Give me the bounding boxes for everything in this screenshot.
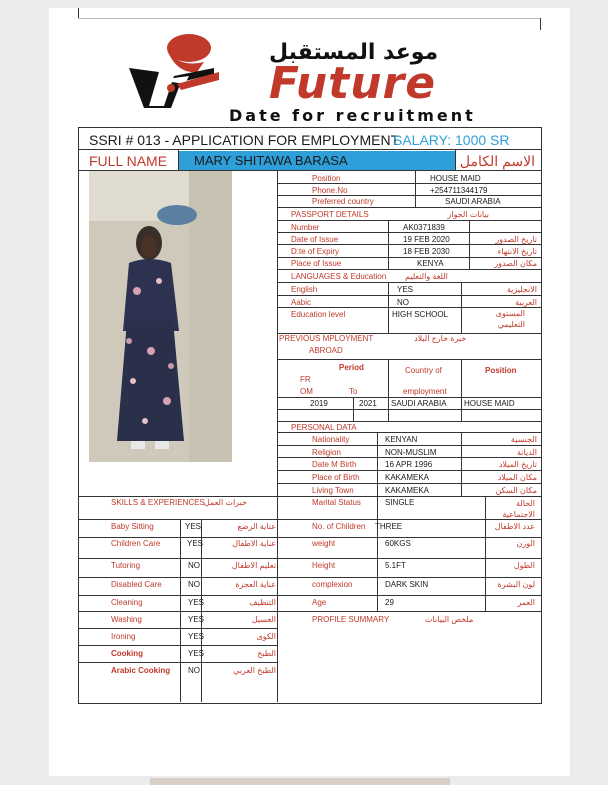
- line-place: [277, 269, 541, 270]
- dob-value: 16 APR 1996: [385, 460, 433, 469]
- skill-value: YES: [188, 649, 205, 658]
- weight-label: weight: [312, 539, 336, 548]
- name-col-line-2: [455, 149, 456, 170]
- height-label: Height: [312, 561, 336, 570]
- exp-col-line-2: [388, 359, 389, 421]
- lower-col-line-1: [377, 496, 378, 611]
- skill-value: YES: [187, 539, 204, 548]
- pob-value: KAKAMEKA: [385, 473, 430, 482]
- skill-label: Baby Sitting: [111, 522, 154, 531]
- living-town-arabic: مكان السكن: [495, 486, 537, 495]
- exp-to-value: 2021: [359, 399, 377, 408]
- line-expiry: [277, 257, 541, 258]
- religion-arabic: الديانة: [516, 448, 537, 457]
- skill-label: Cooking: [111, 649, 143, 658]
- country-employment-label-2: employment: [403, 387, 447, 396]
- skill-value: YES: [185, 522, 202, 531]
- exp-col-line-3: [461, 359, 462, 421]
- line-country: [277, 207, 541, 208]
- passport-number-value: AK0371839: [403, 223, 445, 232]
- education-value: HIGH SCHOOL: [392, 310, 449, 319]
- line-dob: [277, 470, 541, 471]
- skill-label: Arabic Cooking: [111, 666, 171, 675]
- line-languages-heading: [277, 282, 541, 283]
- age-value: 29: [385, 598, 394, 607]
- salary-label: SALARY: 1000 SR: [393, 132, 510, 148]
- arabic-label: Aabic: [291, 298, 312, 307]
- languages-heading-arabic: اللغة والتعليم: [405, 272, 448, 281]
- document-page: [49, 8, 570, 776]
- issue-date-value: 19 FEB 2020: [403, 235, 450, 244]
- nationality-label: Nationality: [312, 435, 350, 444]
- prev-employment-heading: PREVIOUS MPLOYMENT: [279, 334, 374, 343]
- skill-value: YES: [188, 632, 205, 641]
- living-town-label: Living Town: [312, 486, 354, 495]
- languages-heading: LANGUAGES & Education: [291, 272, 387, 281]
- lang-col-line-2: [461, 282, 462, 333]
- english-arabic: الانجليزية: [506, 285, 537, 294]
- logo-arabic-text: موعد المستقبل: [269, 40, 439, 65]
- preferred-country-value: SAUDI ARABIA: [445, 197, 501, 206]
- lower-col-line-2: [485, 496, 486, 611]
- line-skill-1: [78, 537, 541, 538]
- skill-label: Washing: [111, 615, 142, 624]
- weight-arabic: الوزن: [516, 539, 535, 548]
- top-guide-line: [78, 18, 540, 19]
- top-guide-right: [540, 18, 541, 30]
- children-value: THREE: [375, 522, 403, 531]
- skill-arabic: عناية الرضع: [237, 522, 276, 531]
- english-label: English: [291, 285, 318, 294]
- profile-summary-arabic: ملخص البيانات: [425, 615, 474, 624]
- complexion-value: DARK SKIN: [385, 580, 429, 589]
- exp-country-value: SAUDI ARABIA: [391, 399, 447, 408]
- line-skill-7: [78, 645, 278, 646]
- personal-col-line-2: [461, 432, 462, 496]
- skill-arabic: الطبخ: [257, 649, 276, 658]
- applicant-photo-image: [89, 171, 232, 462]
- skills-heading-arabic: خبرات العمل: [204, 498, 247, 507]
- expiry-date-arabic: تاريخ الانتهاء: [497, 247, 537, 256]
- line-skill-6: [78, 628, 278, 629]
- line-prev-heading: [277, 359, 541, 360]
- exp-position-label: Position: [485, 366, 517, 375]
- personal-data-heading: PERSONAL DATA: [291, 423, 357, 432]
- full-name-arabic: الاسم الكامل: [459, 153, 535, 169]
- skill-label: Disabled Care: [111, 580, 162, 589]
- skills-col-line-3: [277, 496, 278, 702]
- children-arabic: عدد الاطفال: [494, 522, 535, 531]
- phone-label: Phone.No: [312, 186, 348, 195]
- phone-value: +254711344179: [430, 186, 488, 195]
- skill-value: NO: [188, 666, 200, 675]
- skill-value: NO: [188, 561, 200, 570]
- position-label: Position: [312, 174, 341, 183]
- applicant-photo: [89, 171, 232, 462]
- line-exp-blank: [277, 421, 541, 422]
- issue-place-arabic: مكان الصدور: [494, 259, 537, 268]
- line-skill-8: [78, 662, 278, 663]
- line-nationality: [277, 445, 541, 446]
- skill-arabic: الغسيل: [251, 615, 276, 624]
- marital-label: Marital Status: [312, 498, 361, 507]
- skill-value: YES: [188, 598, 205, 607]
- height-value: 5.1FT: [385, 561, 406, 570]
- marital-arabic: الحالة الاجتماعية: [502, 499, 535, 519]
- dob-label: Date M Birth: [312, 460, 357, 469]
- skill-arabic: الطبخ العربي: [233, 666, 276, 675]
- line-exp-head: [277, 397, 541, 398]
- line-pob: [277, 483, 541, 484]
- line-religion: [277, 457, 541, 458]
- logo-tagline: Date for recruitment: [229, 106, 476, 125]
- preferred-country-label: Preferred country: [312, 197, 374, 206]
- form-title: SSRI # 013 - APPLICATION FOR EMPLOYMENT: [89, 132, 400, 148]
- line-exp-row: [277, 409, 541, 410]
- country-employment-label-1: Country of: [405, 366, 442, 375]
- line-passport-number: [277, 232, 541, 233]
- dob-arabic: تاريخ الميلاد: [498, 460, 537, 469]
- full-name-value: MARY SHITAWA BARASA: [194, 153, 348, 168]
- skill-arabic: الكوى: [256, 632, 276, 641]
- skill-arabic: التنظيف: [249, 598, 276, 607]
- title-divider: [78, 149, 541, 150]
- skill-label: Children Care: [111, 539, 161, 548]
- children-label: No. of Children: [312, 522, 366, 531]
- passport-col-line-1: [388, 220, 389, 269]
- line-english: [277, 295, 541, 296]
- issue-date-arabic: تاريخ الصدور: [495, 235, 537, 244]
- line-issue: [277, 244, 541, 245]
- age-label: Age: [312, 598, 327, 607]
- logo-brand-text: Future: [269, 58, 437, 109]
- living-town-value: KAKAMEKA: [385, 486, 430, 495]
- pob-label: Place of Birth: [312, 473, 360, 482]
- line-skill-5: [78, 611, 541, 612]
- profile-summary-label: PROFILE SUMMARY: [312, 615, 390, 624]
- skill-label: Cleaning: [111, 598, 143, 607]
- period-to-label: To: [349, 387, 358, 396]
- passport-number-label: Number: [291, 223, 320, 232]
- logo-emblem-icon: [119, 28, 269, 113]
- period-fr-label: FR: [300, 375, 311, 384]
- education-arabic: المستوى التعليمي: [495, 309, 525, 329]
- issue-place-label: Place of Issue: [291, 259, 342, 268]
- skill-label: Tutoring: [111, 561, 141, 570]
- period-om-label: OM: [300, 387, 313, 396]
- period-label: Period: [339, 363, 364, 372]
- line-position: [277, 183, 541, 184]
- nationality-arabic: الجنسية: [510, 435, 537, 444]
- passport-col-line-2: [469, 220, 470, 269]
- line-personal-heading: [277, 432, 541, 433]
- expiry-date-label: D:te of Expiry: [291, 247, 340, 256]
- arabic-value: NO: [397, 298, 409, 307]
- name-col-line-1: [178, 149, 179, 170]
- expiry-date-value: 18 FEB 2030: [403, 247, 450, 256]
- position-value: HOUSE MAID: [430, 174, 481, 183]
- skill-value: YES: [188, 615, 205, 624]
- issue-date-label: Date of Issue: [291, 235, 339, 244]
- skill-arabic: عناية العجزة: [235, 580, 276, 589]
- weight-value: 60KGS: [385, 539, 411, 548]
- lang-col-line-1: [388, 282, 389, 333]
- marital-value: SINGLE: [385, 498, 415, 507]
- issue-place-value: KENYA: [417, 259, 444, 268]
- personal-col-line-1: [377, 432, 378, 496]
- religion-label: Religion: [312, 448, 341, 457]
- religion-value: NON-MUSLIM: [385, 448, 437, 457]
- prev-employment-heading-2: ABROAD: [309, 346, 343, 355]
- complexion-label: complexion: [312, 580, 353, 589]
- exp-from-value: 2019: [310, 399, 328, 408]
- job-col-line: [415, 171, 416, 207]
- height-arabic: الطول: [513, 561, 535, 570]
- arabic-arabic: العربية: [515, 298, 537, 307]
- line-skill-4: [78, 595, 541, 596]
- prev-employment-arabic: خبرة خارج البلاد: [414, 334, 467, 343]
- next-page-edge: [150, 778, 450, 785]
- company-logo: [119, 26, 519, 124]
- line-passport-heading: [277, 220, 541, 221]
- line-skill-3: [78, 577, 541, 578]
- skill-label: Ironing: [111, 632, 136, 641]
- line-skills-heading: [78, 519, 541, 520]
- skill-arabic: تعليم الاطفال: [231, 561, 276, 570]
- line-phone: [277, 195, 541, 196]
- passport-heading-arabic: بيانات الجواز: [447, 210, 489, 219]
- english-value: YES: [397, 285, 414, 294]
- passport-heading: PASSPORT DETAILS: [291, 210, 369, 219]
- complexion-arabic: لون البشرة: [497, 580, 535, 589]
- exp-col-line-1: [353, 397, 354, 421]
- pob-arabic: مكان الميلاد: [497, 473, 537, 482]
- skill-arabic: عناية الاطفال: [232, 539, 276, 548]
- line-skill-2: [78, 558, 541, 559]
- full-name-label: FULL NAME: [89, 153, 168, 169]
- top-guide-left: [78, 8, 79, 18]
- line-town: [78, 496, 541, 497]
- exp-position-value: HOUSE MAID: [464, 399, 515, 408]
- nationality-value: KENYAN: [385, 435, 418, 444]
- skills-heading: SKILLS & EXPERIENCES: [111, 498, 205, 507]
- skill-value: NO: [188, 580, 200, 589]
- education-label: Education level: [291, 310, 346, 319]
- age-arabic: العمر: [517, 598, 535, 607]
